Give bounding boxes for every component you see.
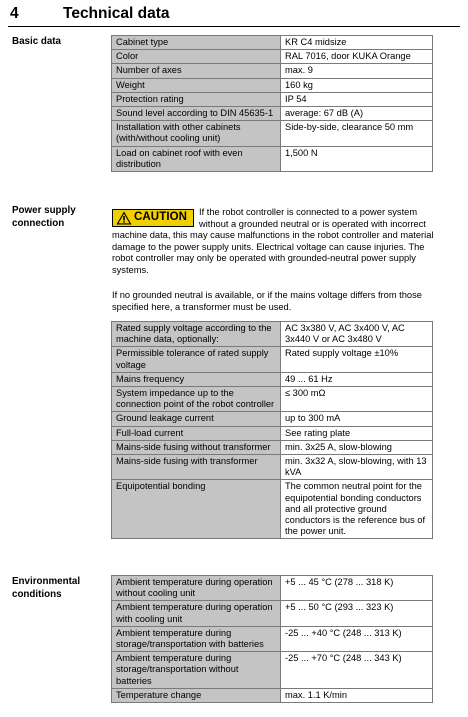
caution-text: If the robot controller is connected to a power system without a grounded neutral or is operated with incorrect machine data, this may cause malfunctions in the robot controller and material damage to the power supply units. Electrical voltage can cause injuries. The robot controller may only be operated with grounded-neutral power supply systems.: [112, 207, 434, 275]
row-value: RAL 7016, door KUKA Orange: [281, 50, 433, 64]
row-key: Mains-side fusing without transformer: [112, 440, 281, 454]
power-supply-label: [12, 204, 76, 230]
row-key: Color: [112, 50, 281, 64]
row-value: min. 3x25 A, slow-blowing: [281, 440, 433, 454]
row-value: 1,500 N: [281, 146, 433, 171]
table-row: [112, 146, 433, 171]
row-key: Ambient temperature during storage/transportation without batteries: [112, 652, 281, 689]
row-value: +5 ... 45 °C (278 ... 318 K): [281, 576, 433, 601]
table-row: [112, 347, 433, 372]
environmental-label-line1: Environmental: [12, 576, 81, 587]
table-row: [112, 64, 433, 78]
transformer-note: If no grounded neutral is available, or if the mains voltage differs from those specified here, a transformer must be used.: [112, 290, 422, 312]
table-row: [112, 372, 433, 386]
heading-title: Technical data: [63, 5, 170, 22]
row-key: Mains frequency: [112, 372, 281, 386]
heading-number: 4: [10, 5, 19, 22]
row-value: -25 ... +70 °C (248 ... 343 K): [281, 652, 433, 689]
table-row: [112, 92, 433, 106]
row-key: Ambient temperature during operation without cooling unit: [112, 576, 281, 601]
row-key: Number of axes: [112, 64, 281, 78]
table-row: [112, 387, 433, 412]
table-row: [112, 50, 433, 64]
table-row: [112, 107, 433, 121]
row-value: -25 ... +40 °C (248 ... 313 K): [281, 626, 433, 651]
row-key: Weight: [112, 78, 281, 92]
row-value: max. 1.1 K/min: [281, 688, 433, 702]
row-key: Protection rating: [112, 92, 281, 106]
power-supply-label-line1: Power supply: [12, 205, 76, 216]
caution-badge: [112, 209, 194, 227]
row-value: The common neutral point for the equipotential bonding conductors and all protective ground conductors is the reference bus of the power unit.: [281, 480, 433, 539]
row-value: ≤ 300 mΩ: [281, 387, 433, 412]
basic-data-table: [111, 35, 433, 172]
row-key: Mains-side fusing with transformer: [112, 455, 281, 480]
table-row: [112, 440, 433, 454]
row-key: Load on cabinet roof with even distribution: [112, 146, 281, 171]
row-value: AC 3x380 V, AC 3x400 V, AC 3x440 V or AC 3x480 V: [281, 322, 433, 347]
row-value: max. 9: [281, 64, 433, 78]
row-value: See rating plate: [281, 426, 433, 440]
row-value: average: 67 dB (A): [281, 107, 433, 121]
row-value: 49 ... 61 Hz: [281, 372, 433, 386]
table-row: [112, 36, 433, 50]
environmental-label-line2: conditions: [12, 589, 62, 600]
power-supply-table: [111, 321, 433, 539]
row-value: KR C4 midsize: [281, 36, 433, 50]
row-value: 160 kg: [281, 78, 433, 92]
row-value: Rated supply voltage ±10%: [281, 347, 433, 372]
row-key: Sound level according to DIN 45635-1: [112, 107, 281, 121]
power-supply-label-line2: connection: [12, 218, 65, 229]
table-row: [112, 455, 433, 480]
table-row: [112, 480, 433, 539]
row-value: min. 3x32 A, slow-blowing, with 13 kVA: [281, 455, 433, 480]
row-key: Permissible tolerance of rated supply voltage: [112, 347, 281, 372]
row-value: IP 54: [281, 92, 433, 106]
row-key: Full-load current: [112, 426, 281, 440]
environmental-label: [12, 575, 80, 601]
table-row: [112, 78, 433, 92]
table-row: [112, 412, 433, 426]
table-row: [112, 601, 433, 626]
table-row: [112, 426, 433, 440]
caution-label: CAUTION: [134, 211, 188, 224]
row-key: System impedance up to the connection point of the robot controller: [112, 387, 281, 412]
row-key: Rated supply voltage according to the machine data, optionally:: [112, 322, 281, 347]
caution-notice: [112, 207, 436, 277]
warning-triangle-icon: [116, 211, 132, 225]
row-value: +5 ... 50 °C (293 ... 323 K): [281, 601, 433, 626]
row-key: Equipotential bonding: [112, 480, 281, 539]
row-value: up to 300 mA: [281, 412, 433, 426]
table-row: [112, 576, 433, 601]
environmental-table: [111, 575, 433, 703]
section-heading: [8, 4, 460, 27]
row-key: Temperature change: [112, 688, 281, 702]
table-row: [112, 688, 433, 702]
table-row: [112, 322, 433, 347]
row-key: Ambient temperature during storage/transportation with batteries: [112, 626, 281, 651]
basic-data-label: Basic data: [12, 36, 62, 47]
row-key: Ground leakage current: [112, 412, 281, 426]
row-value: Side-by-side, clearance 50 mm: [281, 121, 433, 146]
table-row: [112, 626, 433, 651]
row-key: Cabinet type: [112, 36, 281, 50]
row-key: Ambient temperature during operation with cooling unit: [112, 601, 281, 626]
row-key: Installation with other cabinets (with/without cooling unit): [112, 121, 281, 146]
table-row: [112, 121, 433, 146]
table-row: [112, 652, 433, 689]
